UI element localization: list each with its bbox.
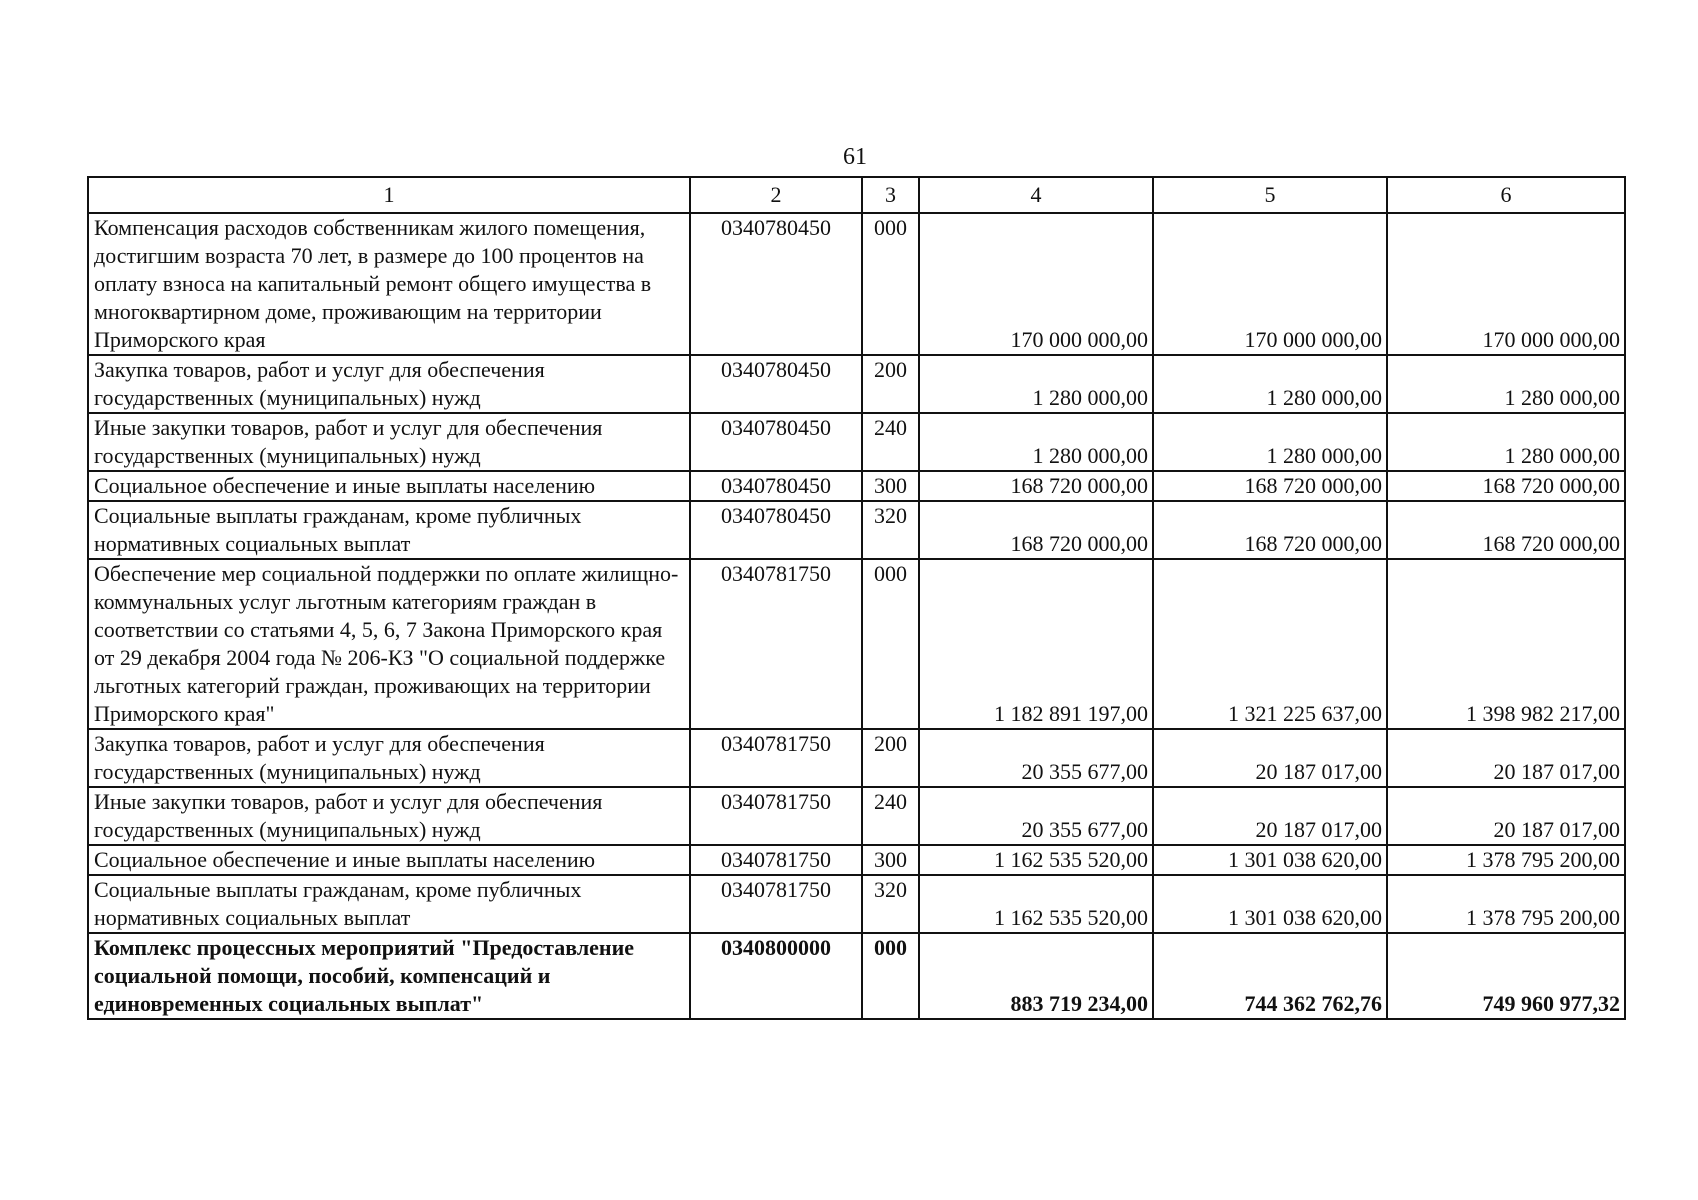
row-value-col5: 1 301 038 620,00	[1153, 875, 1387, 933]
row-value-col5: 20 187 017,00	[1153, 787, 1387, 845]
row-value-col4: 1 182 891 197,00	[919, 559, 1153, 729]
row-code: 0340780450	[690, 355, 862, 413]
row-value-col6: 1 280 000,00	[1387, 413, 1625, 471]
row-value-col5: 1 321 225 637,00	[1153, 559, 1387, 729]
row-value-col6: 1 398 982 217,00	[1387, 559, 1625, 729]
row-value-col6: 20 187 017,00	[1387, 729, 1625, 787]
column-header-6: 6	[1387, 177, 1625, 213]
row-value-col4: 20 355 677,00	[919, 787, 1153, 845]
row-type: 300	[862, 471, 919, 501]
row-code: 0340780450	[690, 471, 862, 501]
column-header-5: 5	[1153, 177, 1387, 213]
row-name: Социальное обеспечение и иные выплаты населению	[88, 845, 690, 875]
row-name: Обеспечение мер социальной поддержки по оплате жилищно-коммунальных услуг льготным категориям граждан в соответствии со статьями 4, 5, 6, 7 Закона Приморского края от 29 декабря 2004 года № 206-КЗ "О социальной поддержке льготных категорий граждан, проживающих на территории Приморского края"	[88, 559, 690, 729]
column-header-4: 4	[919, 177, 1153, 213]
row-code: 0340781750	[690, 875, 862, 933]
row-value-col5: 168 720 000,00	[1153, 501, 1387, 559]
row-value-col5: 1 280 000,00	[1153, 355, 1387, 413]
row-value-col5: 744 362 762,76	[1153, 933, 1387, 1019]
table-row	[88, 559, 1625, 729]
row-type: 240	[862, 413, 919, 471]
row-code: 0340800000	[690, 933, 862, 1019]
budget-table	[87, 176, 1626, 1020]
table-row	[88, 413, 1625, 471]
table-row	[88, 729, 1625, 787]
row-value-col5: 168 720 000,00	[1153, 471, 1387, 501]
table-row	[88, 845, 1625, 875]
table-row	[88, 213, 1625, 355]
table-row	[88, 787, 1625, 845]
row-name: Социальные выплаты гражданам, кроме публичных нормативных социальных выплат	[88, 501, 690, 559]
row-value-col6: 749 960 977,32	[1387, 933, 1625, 1019]
row-value-col4: 168 720 000,00	[919, 471, 1153, 501]
row-name: Комплекс процессных мероприятий "Предоставление социальной помощи, пособий, компенсаций и единовременных социальных выплат"	[88, 933, 690, 1019]
table-row	[88, 501, 1625, 559]
row-value-col5: 20 187 017,00	[1153, 729, 1387, 787]
row-type: 240	[862, 787, 919, 845]
row-name: Закупка товаров, работ и услуг для обеспечения государственных (муниципальных) нужд	[88, 729, 690, 787]
row-value-col6: 168 720 000,00	[1387, 471, 1625, 501]
table-body	[88, 213, 1625, 1019]
row-value-col5: 170 000 000,00	[1153, 213, 1387, 355]
row-type: 200	[862, 355, 919, 413]
row-value-col6: 1 378 795 200,00	[1387, 875, 1625, 933]
row-type: 300	[862, 845, 919, 875]
column-header-1: 1	[88, 177, 690, 213]
row-value-col5: 1 301 038 620,00	[1153, 845, 1387, 875]
row-type: 320	[862, 501, 919, 559]
row-value-col4: 883 719 234,00	[919, 933, 1153, 1019]
row-code: 0340780450	[690, 413, 862, 471]
row-code: 0340780450	[690, 501, 862, 559]
row-value-col4: 1 162 535 520,00	[919, 845, 1153, 875]
table-row	[88, 355, 1625, 413]
column-header-2: 2	[690, 177, 862, 213]
row-value-col4: 1 162 535 520,00	[919, 875, 1153, 933]
row-name: Иные закупки товаров, работ и услуг для обеспечения государственных (муниципальных) нужд	[88, 787, 690, 845]
row-name: Закупка товаров, работ и услуг для обеспечения государственных (муниципальных) нужд	[88, 355, 690, 413]
row-value-col4: 1 280 000,00	[919, 355, 1153, 413]
row-code: 0340781750	[690, 845, 862, 875]
row-value-col6: 170 000 000,00	[1387, 213, 1625, 355]
table-row	[88, 875, 1625, 933]
row-name: Социальные выплаты гражданам, кроме публичных нормативных социальных выплат	[88, 875, 690, 933]
row-type: 200	[862, 729, 919, 787]
table-row	[88, 471, 1625, 501]
row-value-col6: 1 280 000,00	[1387, 355, 1625, 413]
row-code: 0340781750	[690, 559, 862, 729]
row-name: Компенсация расходов собственникам жилого помещения, достигшим возраста 70 лет, в размере до 100 процентов на оплату взноса на капитальный ремонт общего имущества в многоквартирном доме, проживающим на территории Приморского края	[88, 213, 690, 355]
row-name: Социальное обеспечение и иные выплаты населению	[88, 471, 690, 501]
row-value-col4: 170 000 000,00	[919, 213, 1153, 355]
row-value-col6: 1 378 795 200,00	[1387, 845, 1625, 875]
row-value-col4: 1 280 000,00	[919, 413, 1153, 471]
row-type: 320	[862, 875, 919, 933]
row-type: 000	[862, 933, 919, 1019]
row-value-col4: 168 720 000,00	[919, 501, 1153, 559]
row-name: Иные закупки товаров, работ и услуг для обеспечения государственных (муниципальных) нужд	[88, 413, 690, 471]
row-value-col6: 168 720 000,00	[1387, 501, 1625, 559]
header-row	[88, 177, 1625, 213]
row-value-col5: 1 280 000,00	[1153, 413, 1387, 471]
row-code: 0340780450	[690, 213, 862, 355]
row-value-col6: 20 187 017,00	[1387, 787, 1625, 845]
row-type: 000	[862, 213, 919, 355]
page-number: 61	[843, 144, 867, 170]
column-header-3: 3	[862, 177, 919, 213]
row-code: 0340781750	[690, 729, 862, 787]
row-type: 000	[862, 559, 919, 729]
row-code: 0340781750	[690, 787, 862, 845]
table-row	[88, 933, 1625, 1019]
row-value-col4: 20 355 677,00	[919, 729, 1153, 787]
